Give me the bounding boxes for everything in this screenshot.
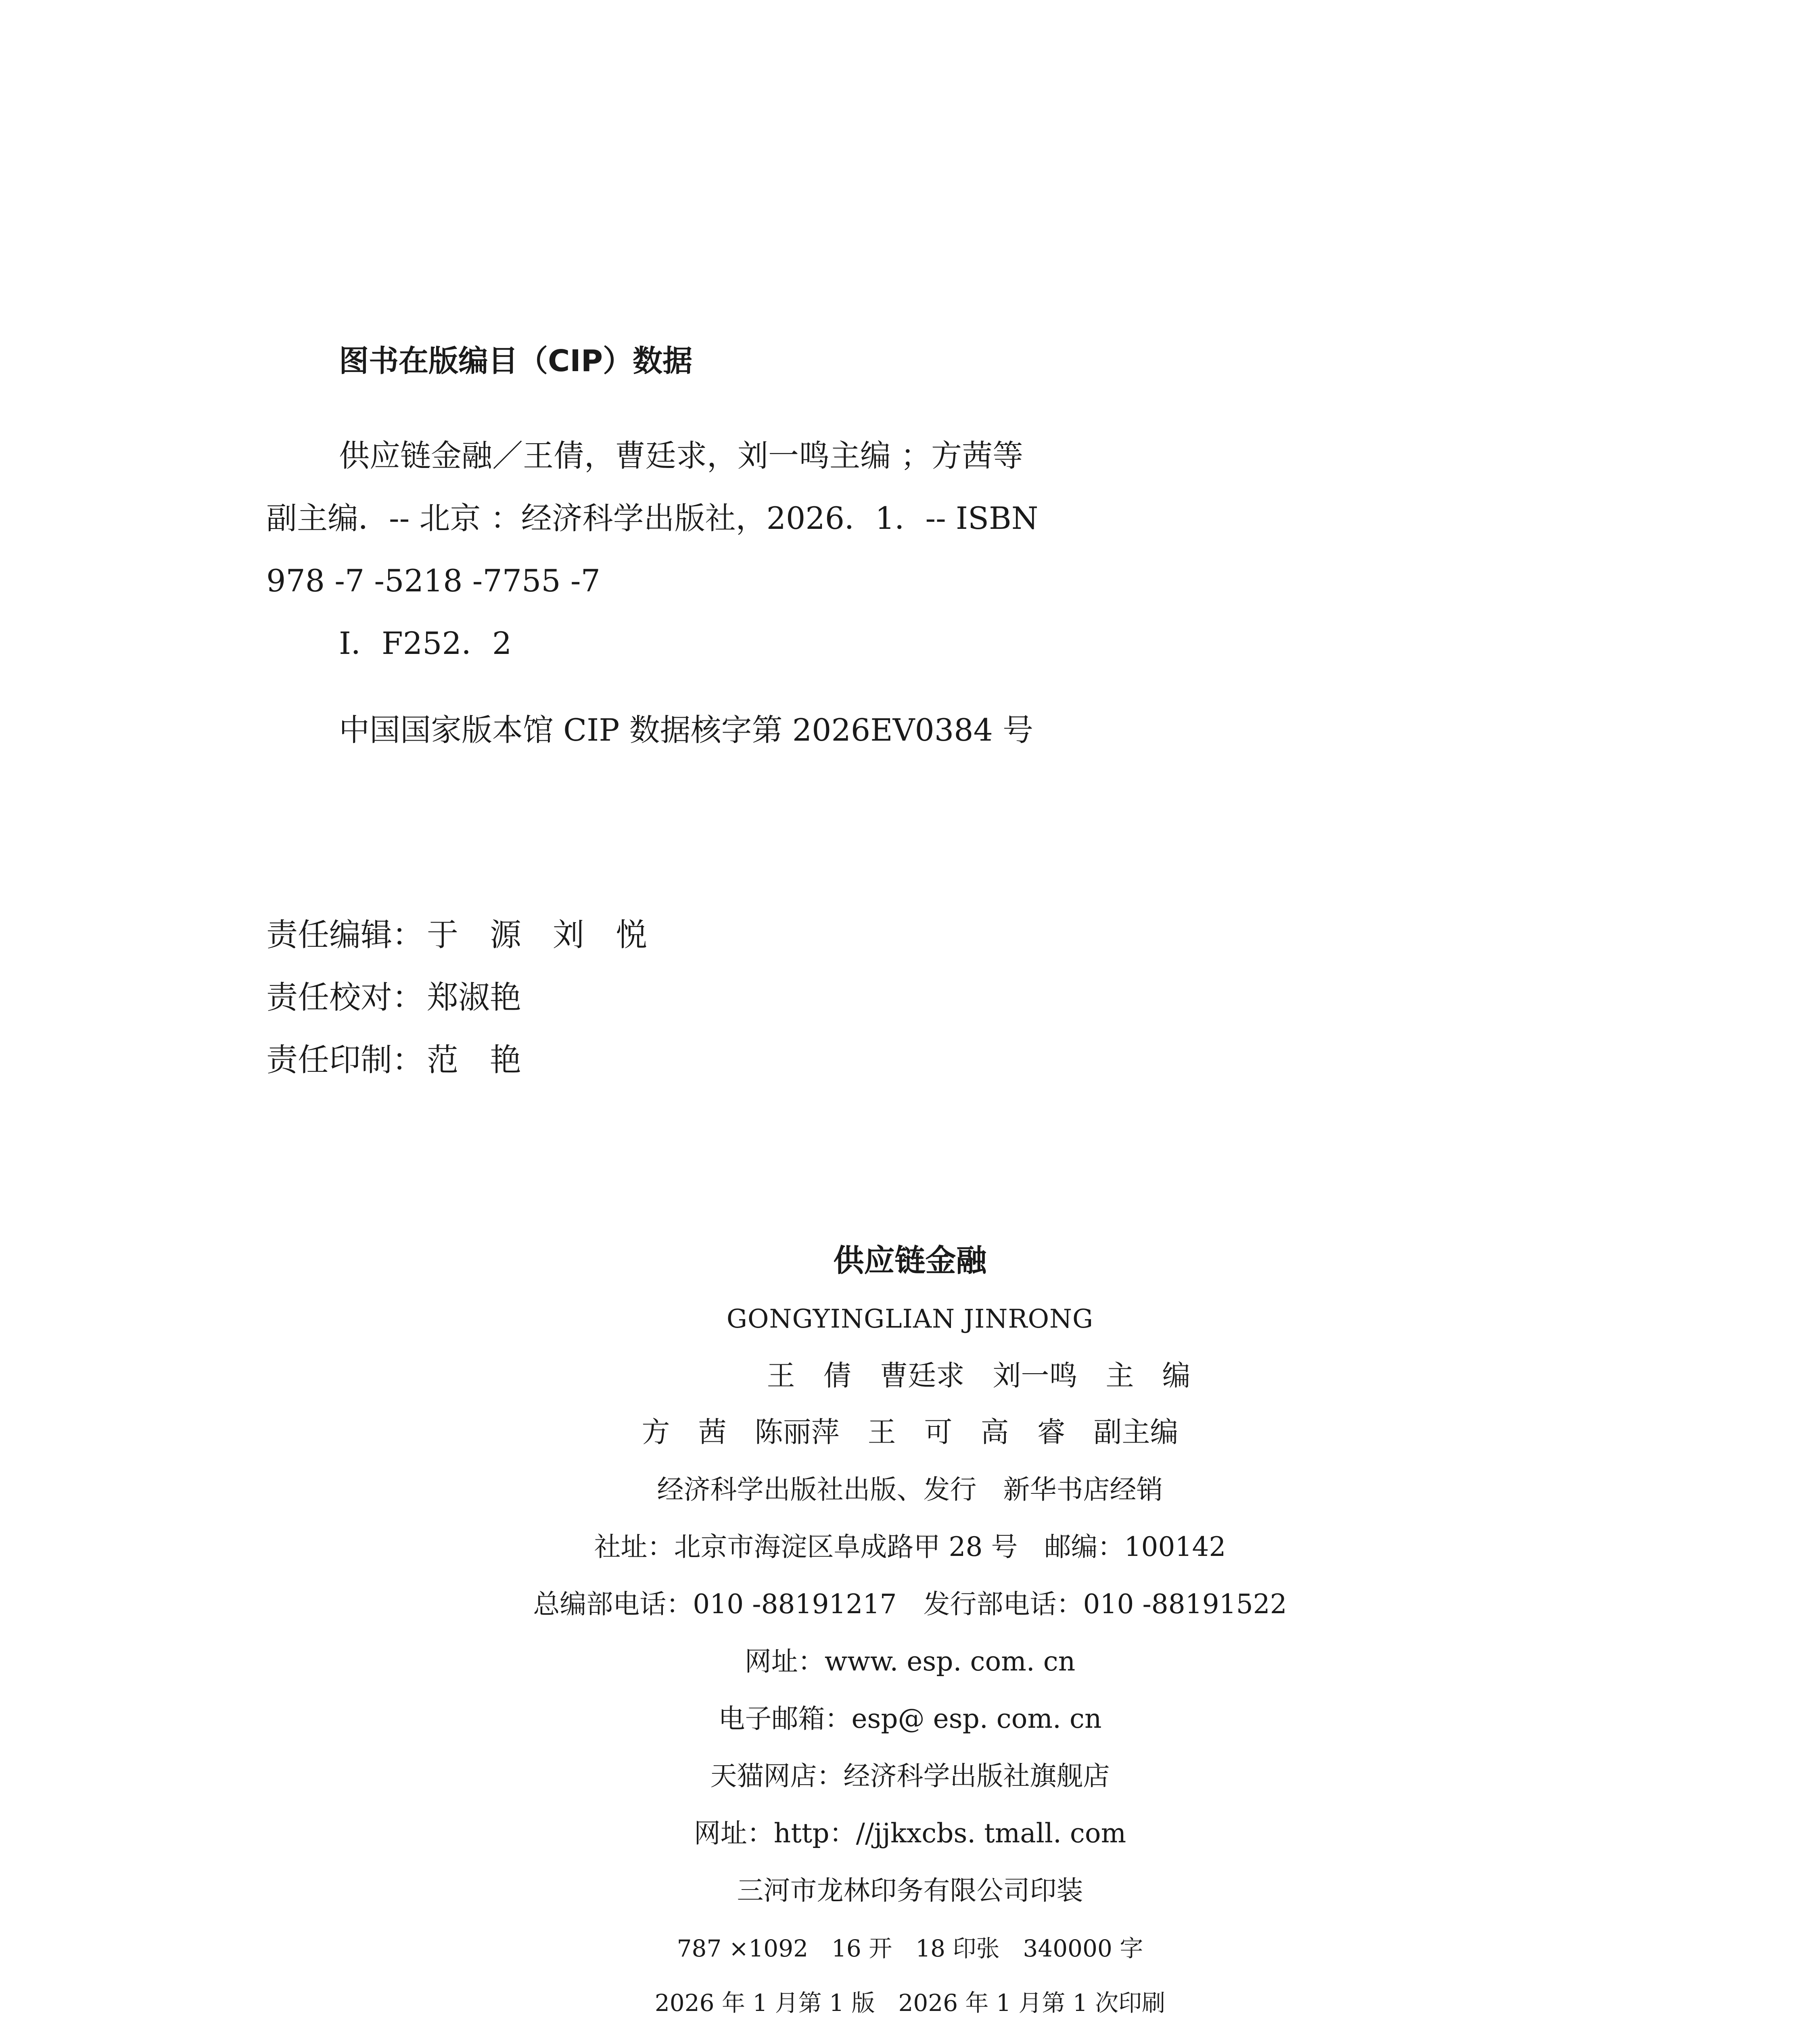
cip-line-3: 978 -7 -5218 -7755 -7 xyxy=(266,563,600,599)
colophon-editors: 王 倩 曹廷求 刘一鸣 主 编 xyxy=(767,1359,1191,1392)
staff-label: 责任编辑： xyxy=(266,917,424,953)
colophon-associate-editors: 方 茜 陈丽萍 王 可 高 睿 副主编 xyxy=(641,1416,1179,1449)
cip-line-2: 副主编．-- 北京 ：经济科学出版社，2026．1．-- ISBN xyxy=(266,500,1039,536)
colophon-email: 电子邮箱：esp@ esp. com. cn xyxy=(718,1703,1102,1734)
colophon-phones: 总编部电话：010 -88191217 发行部电话：010 -88191522 xyxy=(533,1589,1287,1620)
staff-row-printing xyxy=(266,1040,521,1080)
cip-title: 图书在版编目（CIP）数据 xyxy=(339,344,693,378)
staff-label: 责任校对： xyxy=(266,979,424,1016)
staff-row-editor xyxy=(266,915,647,955)
staff-value: 于 源 刘 悦 xyxy=(427,917,648,953)
staff-value: 郑淑艳 xyxy=(427,979,522,1016)
colophon-pinyin: GONGYINGLIAN JINRONG xyxy=(726,1304,1094,1334)
colophon-tmall-url: 网址：http：//jjkxcbs. tmall. com xyxy=(694,1818,1126,1849)
colophon-tmall-store: 天猫网店：经济科学出版社旗舰店 xyxy=(710,1760,1110,1791)
colophon-publisher: 经济科学出版社出版、发行 新华书店经销 xyxy=(657,1474,1163,1505)
staff-label: 责任印制： xyxy=(266,1042,424,1078)
staff-value: 范 艳 xyxy=(427,1042,522,1078)
colophon-title: 供应链金融 xyxy=(833,1242,987,1278)
colophon-address: 社址：北京市海淀区阜成路甲 28 号 邮编：100142 xyxy=(594,1531,1226,1562)
cip-line-1: 供应链金融／王倩，曹廷求，刘一鸣主编 ；方茜等 xyxy=(339,438,1024,474)
colophon-edition: 2026 年 1 月第 1 版 2026 年 1 月第 1 次印刷 xyxy=(654,1989,1166,2017)
colophon-format: 787 ×1092 16 开 18 印张 340000 字 xyxy=(677,1935,1143,1962)
cip-approval-note: 中国国家版本馆 CIP 数据核字第 2026EV0384 号 xyxy=(339,712,1034,748)
cip-classification: Ⅰ．F252．2 xyxy=(339,625,512,661)
colophon-website: 网址：www. esp. com. cn xyxy=(744,1646,1076,1677)
staff-row-proofreader xyxy=(266,977,521,1018)
colophon-printer: 三河市龙林印务有限公司印装 xyxy=(737,1875,1083,1906)
